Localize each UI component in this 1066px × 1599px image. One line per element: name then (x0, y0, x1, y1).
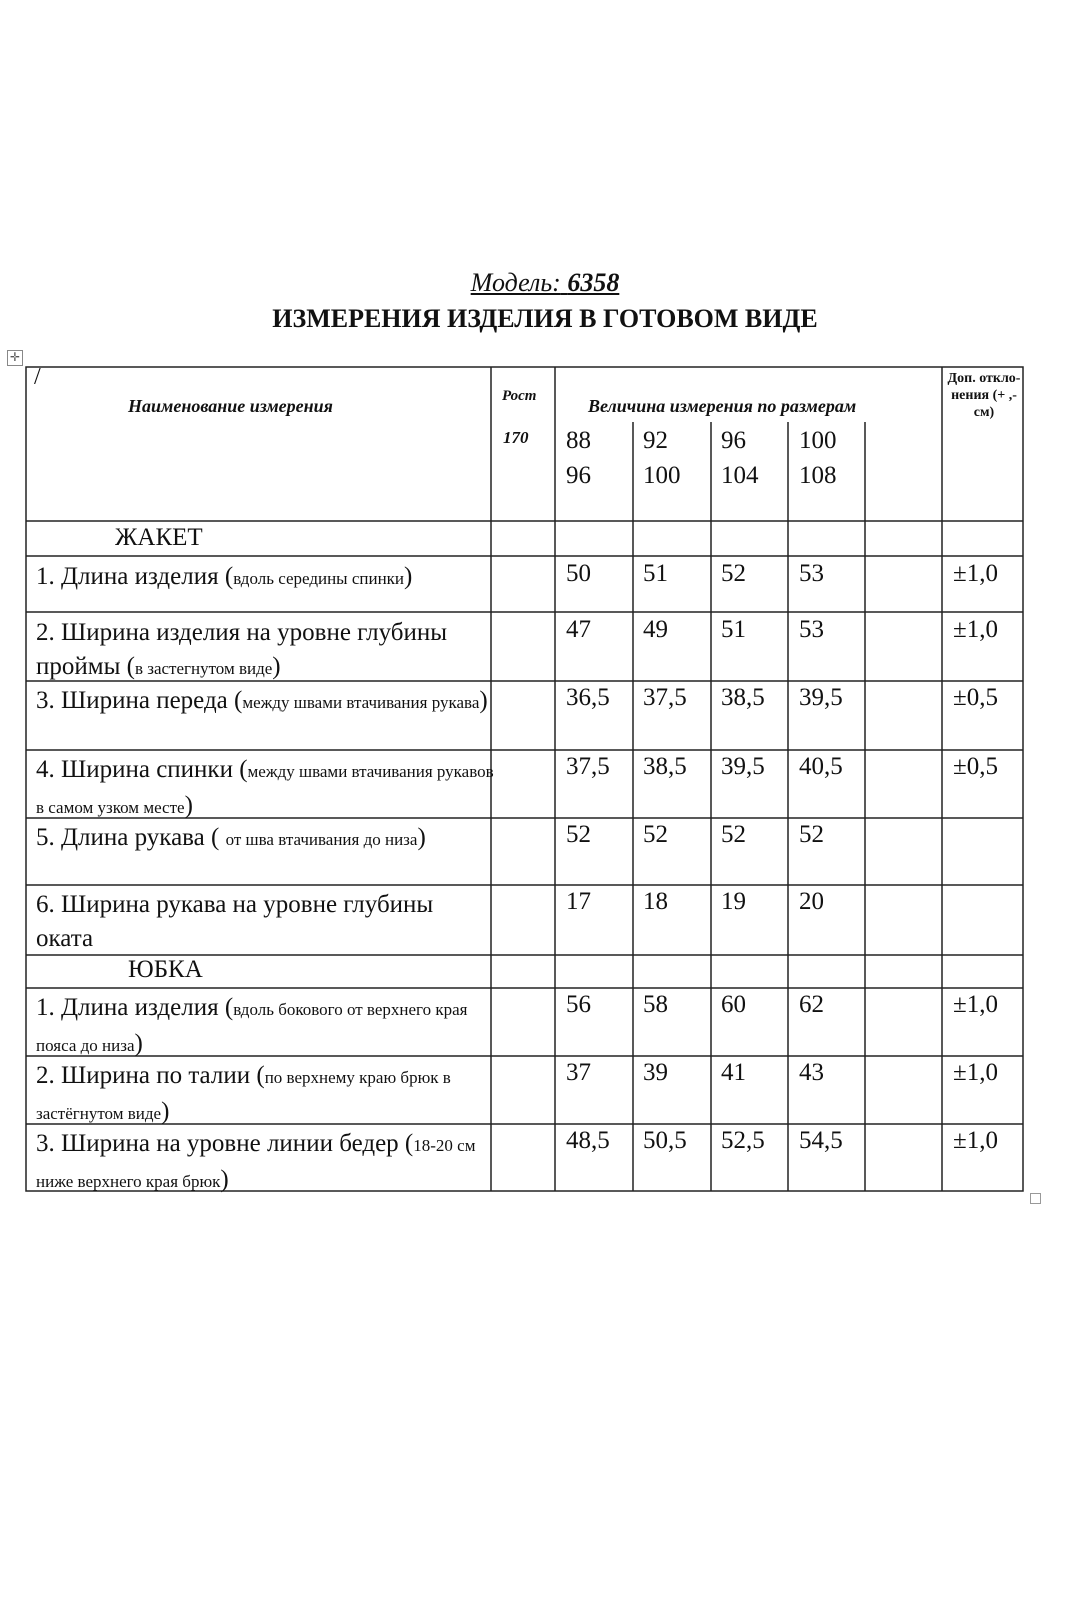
table-cell-value: 52 (799, 821, 824, 848)
row-name-main: 6. Ширина рукава на уровне глубины оката (36, 891, 434, 952)
table-cell-value: 47 (566, 616, 591, 643)
row-name (36, 560, 496, 596)
table-cell-value: 38,5 (643, 753, 687, 780)
table-resize-handle[interactable] (1030, 1193, 1041, 1204)
table-cell-value: 20 (799, 888, 824, 915)
table-cell-value: 53 (799, 560, 824, 587)
row-name-tail: ) (417, 824, 426, 851)
row-name (36, 888, 496, 958)
table-cell-value: 38,5 (721, 684, 765, 711)
row-name-tail: ) (184, 792, 193, 819)
row-name-main: 3. Ширина переда ( (36, 687, 243, 714)
table-cell-value: 37,5 (643, 684, 687, 711)
table-cell-value: 49 (643, 616, 668, 643)
row-name-note: в застегнутом виде (134, 659, 273, 678)
sizes-column-header: Величина измерения по размерам (588, 396, 857, 416)
table-cell-value: 54,5 (799, 1127, 843, 1154)
row-name-tail: ) (479, 687, 488, 714)
table-cell-deviation: ±1,0 (953, 991, 998, 1018)
row-name (36, 684, 496, 720)
table-cell-value: 52,5 (721, 1127, 765, 1154)
table-cell-value: 60 (721, 991, 746, 1018)
row-name-note: между швами втачивания рукава (242, 693, 480, 712)
row-name-main: 5. Длина рукава ( (36, 824, 226, 851)
table-cell-value: 19 (721, 888, 746, 915)
section-jacket: ЖАКЕТ (115, 524, 203, 551)
table-cell-value: 62 (799, 991, 824, 1018)
row-name-main: 2. Ширина изделия на уровне глубины проймы ( (36, 619, 448, 680)
height-column-header: Рост (502, 388, 537, 404)
row-name-main: 3. Ширина на уровне линии бедер ( (36, 1130, 414, 1157)
row-name (36, 821, 496, 857)
table-cell-value: 48,5 (566, 1127, 610, 1154)
section-skirt: ЮБКА (128, 956, 203, 983)
table-cell-value: 18 (643, 888, 668, 915)
size-top-3: 96 (721, 427, 746, 454)
table-cell-deviation: ±0,5 (953, 684, 998, 711)
table-cell-value: 52 (643, 821, 668, 848)
table-cell-value: 52 (566, 821, 591, 848)
table-cell-deviation: ±1,0 (953, 1059, 998, 1086)
row-name (36, 753, 496, 825)
row-name-tail: ) (161, 1098, 170, 1125)
table-move-handle-icon[interactable]: ✛ (7, 350, 23, 366)
table-cell-value: 36,5 (566, 684, 610, 711)
row-name (36, 1127, 496, 1199)
table-cell-value: 50,5 (643, 1127, 687, 1154)
table-cell-value: 52 (721, 821, 746, 848)
table-cell-value: 37 (566, 1059, 591, 1086)
table-cell-deviation: ±1,0 (953, 616, 998, 643)
table-cell-value: 37,5 (566, 753, 610, 780)
row-name-note: между швами втачивания рукавов в самом узком месте (36, 762, 494, 817)
row-name-main: 4. Ширина спинки ( (36, 756, 248, 783)
row-name-note: вдоль середины спинки (233, 569, 405, 588)
page-title: ИЗМЕРЕНИЯ ИЗДЕЛИЯ В ГОТОВОМ ВИДЕ (272, 304, 818, 333)
row-name-tail: ) (134, 1030, 143, 1057)
row-name (36, 991, 496, 1063)
row-name-main: 1. Длина изделия ( (36, 994, 234, 1021)
table-cell-value: 56 (566, 991, 591, 1018)
table-cell-value: 41 (721, 1059, 746, 1086)
row-name-note: по верхнему краю брюк в застёгнутом виде (36, 1068, 451, 1123)
table-cell-value: 39,5 (721, 753, 765, 780)
size-bottom-1: 96 (566, 462, 591, 489)
model-label-text: Модель: (470, 268, 561, 297)
size-top-4: 100 (799, 427, 837, 454)
height-value: 170 (503, 428, 529, 447)
row-name-tail: ) (220, 1166, 229, 1193)
table-cell-value: 50 (566, 560, 591, 587)
table-cell-value: 43 (799, 1059, 824, 1086)
table-cell-value: 40,5 (799, 753, 843, 780)
size-top-2: 92 (643, 427, 668, 454)
row-name-tail: ) (404, 563, 413, 590)
table-cell-deviation: ±1,0 (953, 1127, 998, 1154)
table-cell-value: 39 (643, 1059, 668, 1086)
size-bottom-3: 104 (721, 462, 759, 489)
header-slash: / (34, 364, 41, 390)
table-cell-value: 58 (643, 991, 668, 1018)
size-bottom-4: 108 (799, 462, 837, 489)
row-name (36, 616, 496, 686)
row-name-main: 2. Ширина по талии ( (36, 1062, 265, 1089)
table-cell-value: 53 (799, 616, 824, 643)
table-cell-value: 17 (566, 888, 591, 915)
table-cell-value: 52 (721, 560, 746, 587)
model-number: 6358 (567, 268, 620, 297)
size-bottom-2: 100 (643, 462, 681, 489)
row-name-note: вдоль бокового от верхнего края пояса до низа (36, 1000, 468, 1055)
table-cell-value: 39,5 (799, 684, 843, 711)
table-cell-deviation: ±0,5 (953, 753, 998, 780)
row-name (36, 1059, 496, 1131)
row-name-note: от шва втачивания до низа (225, 830, 418, 849)
row-name-tail: ) (272, 653, 281, 680)
size-top-1: 88 (566, 427, 591, 454)
row-name-note: 18-20 см ниже верхнего края брюк (36, 1136, 476, 1191)
row-name-main: 1. Длина изделия ( (36, 563, 234, 590)
table-cell-value: 51 (721, 616, 746, 643)
deviation-column-header: Доп. откло-нения (+ ,-см) (947, 371, 1021, 420)
name-column-header: Наименование измерения (128, 396, 333, 416)
table-cell-deviation: ±1,0 (953, 560, 998, 587)
table-cell-value: 51 (643, 560, 668, 587)
